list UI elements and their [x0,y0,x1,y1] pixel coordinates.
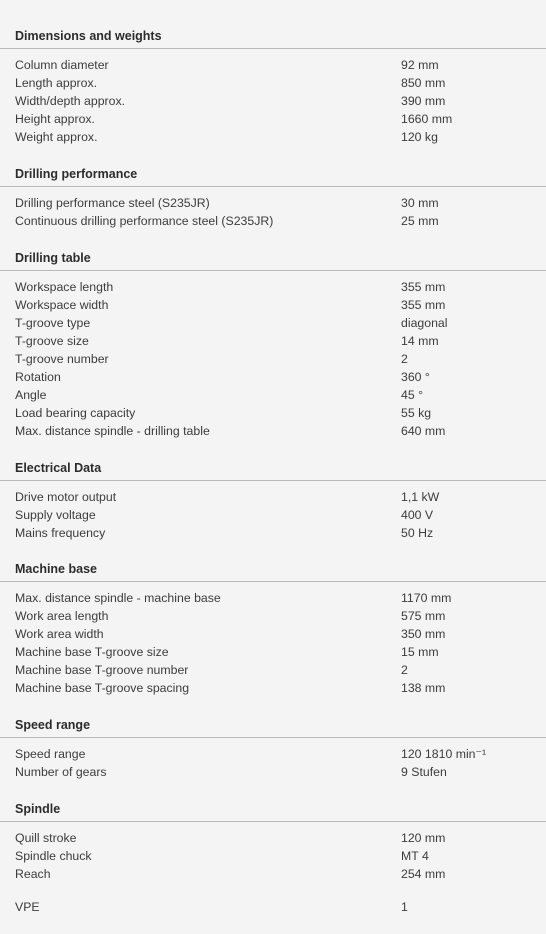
section-title: Machine base [15,562,97,576]
spec-row [0,111,546,129]
section-divider [0,581,546,582]
spec-row [0,830,546,848]
spec-row [0,746,546,764]
spec-value: 575 mm [401,609,446,623]
spec-row [0,848,546,866]
spec-label: Drilling performance steel (S235JR) [15,196,210,210]
spec-label: Machine base T-groove spacing [15,681,190,695]
spec-value: 14 mm [401,334,439,348]
spec-value: 55 kg [401,406,432,420]
spec-value: 2 [401,352,408,366]
spec-row [0,507,546,525]
spec-value: 120 kg [401,130,438,144]
spec-value: 120 1810 min⁻¹ [401,747,487,761]
vpe-label: VPE [15,900,40,914]
spec-row [0,662,546,680]
spec-label: Spindle chuck [15,849,92,863]
section-title: Electrical Data [15,461,102,475]
spec-label: Angle [15,388,47,402]
spec-row [0,608,546,626]
section-divider [0,480,546,481]
spec-label: Work area length [15,609,109,623]
spec-label: Height approx. [15,112,95,126]
spec-label: Length approx. [15,76,98,90]
spec-row [0,93,546,111]
spec-row [0,590,546,608]
section-divider [0,270,546,271]
spec-label: Rotation [15,370,61,384]
spec-row [0,57,546,75]
spec-label: Supply voltage [15,508,96,522]
spec-row [0,369,546,387]
spec-row [0,387,546,405]
spec-label: Mains frequency [15,526,106,540]
spec-value: 1,1 kW [401,490,440,504]
spec-label: Quill stroke [15,831,77,845]
spec-value: 360 ° [401,370,430,384]
spec-row [0,279,546,297]
vpe-value: 1 [401,900,408,914]
spec-row [0,644,546,662]
spec-row [0,866,546,884]
spec-label: Machine base T-groove number [15,663,189,677]
spec-row [0,626,546,644]
spec-label: Workspace length [15,280,114,294]
spec-row [0,315,546,333]
spec-value: diagonal [401,316,448,330]
spec-label: Column diameter [15,58,109,72]
section-divider [0,737,546,738]
spec-label: T-groove number [15,352,109,366]
spec-label: Max. distance spindle - drilling table [15,424,210,438]
section-title: Drilling performance [15,167,138,181]
section-divider [0,821,546,822]
spec-label: Weight approx. [15,130,98,144]
spec-label: Reach [15,867,51,881]
spec-value: 50 Hz [401,526,434,540]
spec-row [0,195,546,213]
spec-label: Workspace width [15,298,109,312]
spec-value: 355 mm [401,280,446,294]
spec-row [0,129,546,147]
spec-value: 25 mm [401,214,439,228]
section-divider [0,186,546,187]
spec-row [0,680,546,698]
section-title: Dimensions and weights [15,29,162,43]
spec-row [0,423,546,441]
spec-label: Number of gears [15,765,107,779]
vpe-row [0,899,546,917]
spec-row [0,489,546,507]
spec-value: 1170 mm [401,591,452,605]
section-title: Speed range [15,718,91,732]
spec-row [0,333,546,351]
spec-label: Width/depth approx. [15,94,126,108]
spec-label: T-groove type [15,316,91,330]
spec-row [0,351,546,369]
spec-value: 30 mm [401,196,439,210]
spec-label: Machine base T-groove size [15,645,169,659]
section-divider [0,48,546,49]
spec-row [0,405,546,423]
spec-value: 850 mm [401,76,446,90]
spec-value: 120 mm [401,831,446,845]
section-title: Spindle [15,802,61,816]
spec-value: 350 mm [401,627,446,641]
spec-value: MT 4 [401,849,429,863]
spec-value: 640 mm [401,424,446,438]
spec-value: 400 V [401,508,434,522]
spec-value: 355 mm [401,298,446,312]
spec-label: Continuous drilling performance steel (S235JR) [15,214,274,228]
spec-label: T-groove size [15,334,89,348]
spec-value: 390 mm [401,94,446,108]
spec-label: Load bearing capacity [15,406,136,420]
section-title: Drilling table [15,251,91,265]
spec-row [0,764,546,782]
spec-value: 138 mm [401,681,446,695]
spec-label: Max. distance spindle - machine base [15,591,221,605]
spec-row [0,297,546,315]
spec-label: Drive motor output [15,490,117,504]
spec-label: Speed range [15,747,86,761]
spec-value: 92 mm [401,58,439,72]
spec-value: 15 mm [401,645,439,659]
spec-value: 254 mm [401,867,446,881]
spec-row [0,75,546,93]
spec-row [0,213,546,231]
spec-value: 1660 mm [401,112,453,126]
spec-value: 45 ° [401,388,424,402]
spec-label: Work area width [15,627,104,641]
spec-value: 9 Stufen [401,765,447,779]
spec-value: 2 [401,663,408,677]
spec-row [0,525,546,543]
